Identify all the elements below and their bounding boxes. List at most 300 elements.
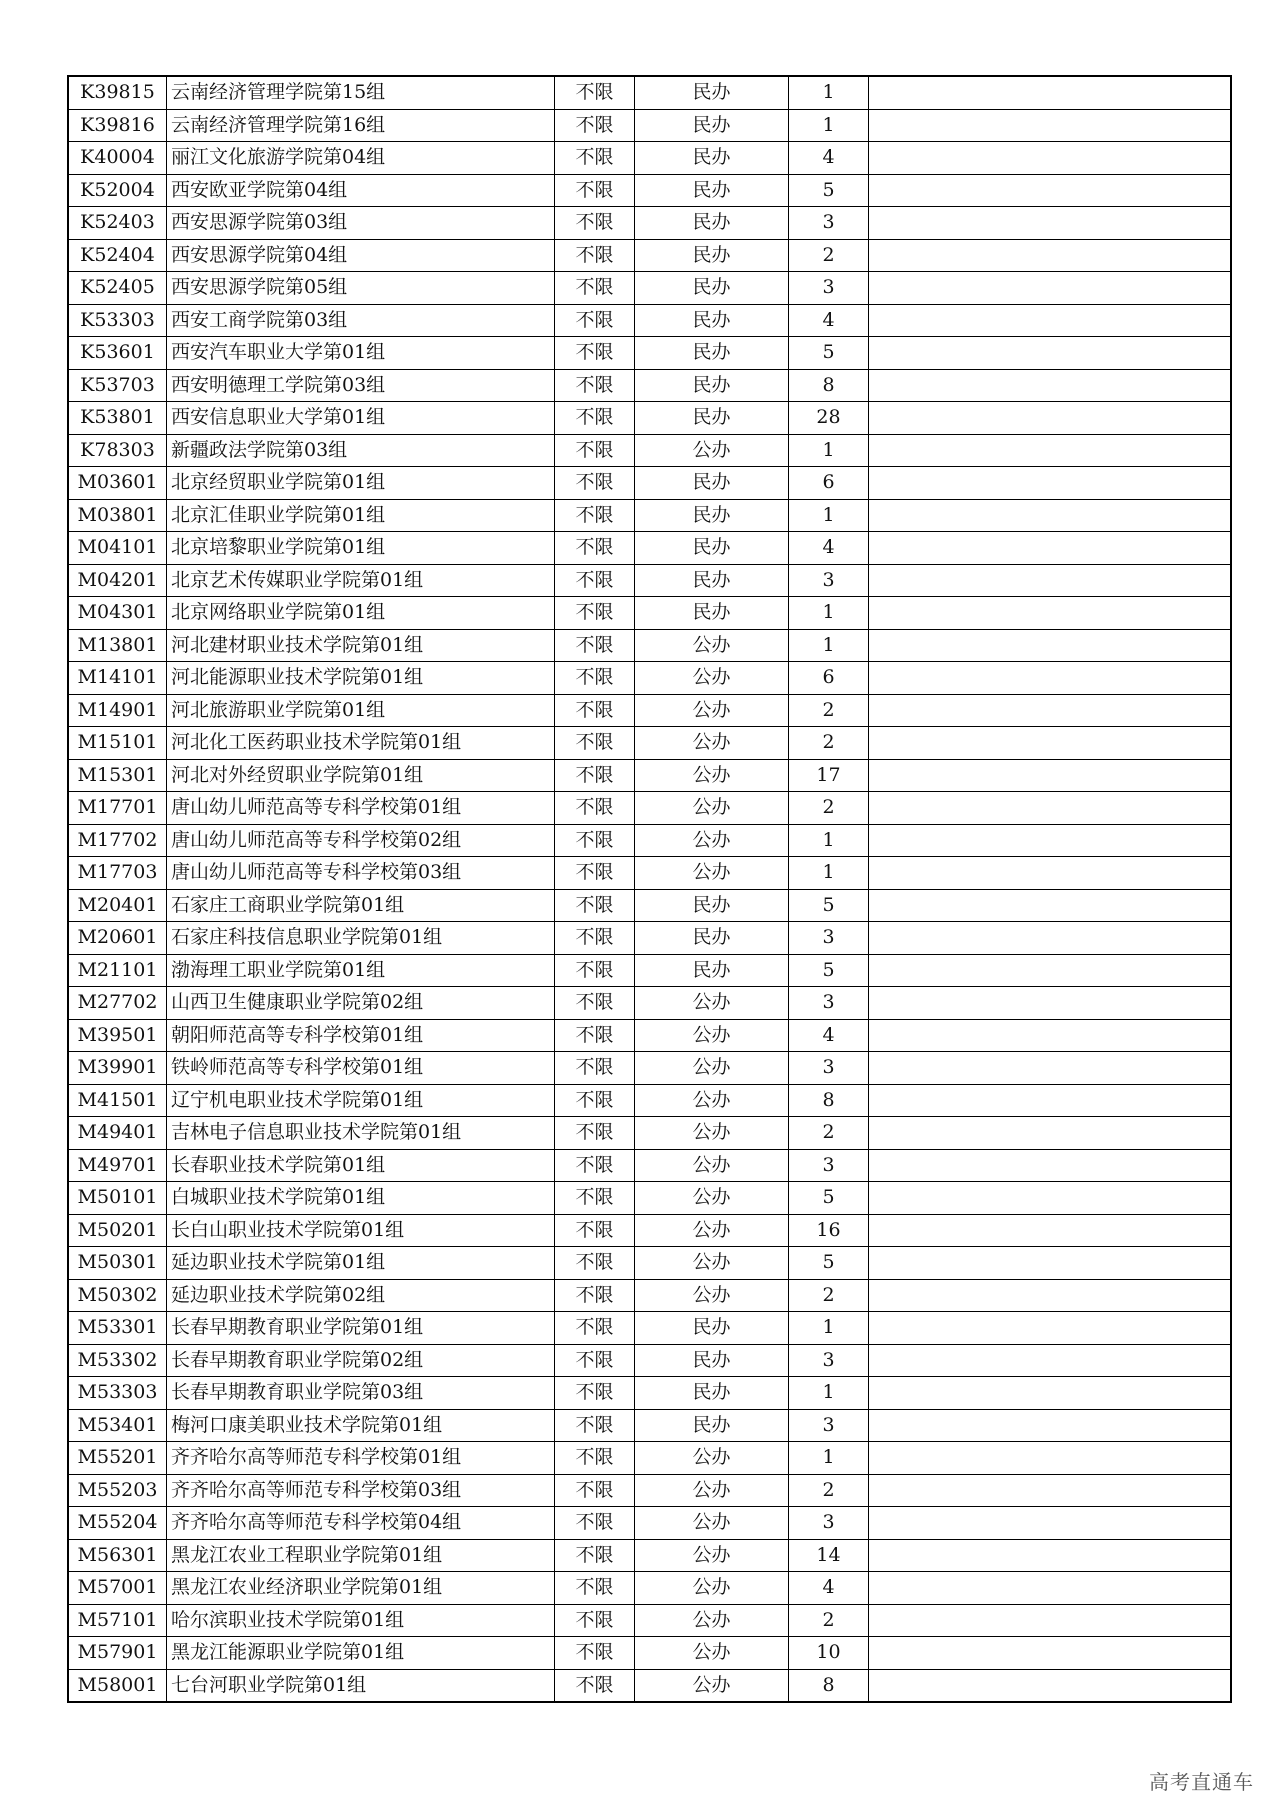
school-type-cell: 公办 xyxy=(635,1474,789,1507)
school-code-cell: K53303 xyxy=(68,304,167,337)
subject-requirement-cell: 不限 xyxy=(555,694,635,727)
school-group-name-cell: 石家庄工商职业学院第01组 xyxy=(167,889,555,922)
subject-requirement-cell: 不限 xyxy=(555,1247,635,1280)
table-row xyxy=(68,1214,1231,1247)
remark-cell xyxy=(869,1409,1232,1442)
school-group-name-cell: 长春早期教育职业学院第01组 xyxy=(167,1312,555,1345)
watermark: 高考直通车 xyxy=(1149,1770,1254,1794)
plan-count-cell: 4 xyxy=(789,1572,869,1605)
plan-count-cell: 4 xyxy=(789,142,869,175)
plan-count-cell: 2 xyxy=(789,1474,869,1507)
school-code-cell: M53303 xyxy=(68,1377,167,1410)
school-type-cell: 公办 xyxy=(635,1539,789,1572)
plan-count-cell: 6 xyxy=(789,467,869,500)
remark-cell xyxy=(869,239,1232,272)
table-row xyxy=(68,1247,1231,1280)
school-type-cell: 公办 xyxy=(635,662,789,695)
plan-count-cell: 3 xyxy=(789,1149,869,1182)
school-code-cell: M53301 xyxy=(68,1312,167,1345)
school-type-cell: 公办 xyxy=(635,1247,789,1280)
school-group-name-cell: 河北旅游职业学院第01组 xyxy=(167,694,555,727)
school-type-cell: 民办 xyxy=(635,499,789,532)
table-row xyxy=(68,597,1231,630)
subject-requirement-cell: 不限 xyxy=(555,1052,635,1085)
table-row xyxy=(68,694,1231,727)
school-type-cell: 民办 xyxy=(635,337,789,370)
table-row xyxy=(68,142,1231,175)
plan-count-cell: 28 xyxy=(789,402,869,435)
school-type-cell: 公办 xyxy=(635,1572,789,1605)
table-row xyxy=(68,499,1231,532)
subject-requirement-cell: 不限 xyxy=(555,76,635,109)
subject-requirement-cell: 不限 xyxy=(555,597,635,630)
school-type-cell: 公办 xyxy=(635,1149,789,1182)
remark-cell xyxy=(869,174,1232,207)
table-row xyxy=(68,337,1231,370)
plan-count-cell: 3 xyxy=(789,1052,869,1085)
remark-cell xyxy=(869,1442,1232,1475)
school-group-name-cell: 河北能源职业技术学院第01组 xyxy=(167,662,555,695)
school-group-name-cell: 丽江文化旅游学院第04组 xyxy=(167,142,555,175)
table-row xyxy=(68,1052,1231,1085)
remark-cell xyxy=(869,1507,1232,1540)
plan-count-cell: 1 xyxy=(789,499,869,532)
plan-count-cell: 17 xyxy=(789,759,869,792)
school-group-name-cell: 延边职业技术学院第02组 xyxy=(167,1279,555,1312)
school-code-cell: M56301 xyxy=(68,1539,167,1572)
school-type-cell: 公办 xyxy=(635,1117,789,1150)
school-group-name-cell: 朝阳师范高等专科学校第01组 xyxy=(167,1019,555,1052)
school-type-cell: 公办 xyxy=(635,759,789,792)
school-group-name-cell: 北京网络职业学院第01组 xyxy=(167,597,555,630)
school-type-cell: 民办 xyxy=(635,207,789,240)
school-group-name-cell: 唐山幼儿师范高等专科学校第01组 xyxy=(167,792,555,825)
school-code-cell: K52403 xyxy=(68,207,167,240)
school-type-cell: 民办 xyxy=(635,564,789,597)
subject-requirement-cell: 不限 xyxy=(555,1214,635,1247)
school-code-cell: M39501 xyxy=(68,1019,167,1052)
table-row xyxy=(68,1637,1231,1670)
remark-cell xyxy=(869,1669,1232,1702)
table-row xyxy=(68,662,1231,695)
school-code-cell: K52004 xyxy=(68,174,167,207)
school-group-name-cell: 唐山幼儿师范高等专科学校第02组 xyxy=(167,824,555,857)
remark-cell xyxy=(869,922,1232,955)
school-group-name-cell: 河北建材职业技术学院第01组 xyxy=(167,629,555,662)
school-group-name-cell: 西安工商学院第03组 xyxy=(167,304,555,337)
plan-count-cell: 1 xyxy=(789,1312,869,1345)
remark-cell xyxy=(869,1279,1232,1312)
school-code-cell: K40004 xyxy=(68,142,167,175)
school-group-name-cell: 齐齐哈尔高等师范专科学校第04组 xyxy=(167,1507,555,1540)
school-type-cell: 公办 xyxy=(635,1279,789,1312)
plan-count-cell: 2 xyxy=(789,727,869,760)
school-type-cell: 民办 xyxy=(635,1377,789,1410)
school-code-cell: M55204 xyxy=(68,1507,167,1540)
school-type-cell: 公办 xyxy=(635,1084,789,1117)
school-code-cell: K53801 xyxy=(68,402,167,435)
remark-cell xyxy=(869,1052,1232,1085)
plan-count-cell: 1 xyxy=(789,824,869,857)
school-group-name-cell: 北京汇佳职业学院第01组 xyxy=(167,499,555,532)
table-row xyxy=(68,857,1231,890)
school-type-cell: 民办 xyxy=(635,76,789,109)
table-row xyxy=(68,467,1231,500)
school-group-name-cell: 西安思源学院第05组 xyxy=(167,272,555,305)
school-code-cell: M17702 xyxy=(68,824,167,857)
plan-count-cell: 14 xyxy=(789,1539,869,1572)
plan-count-cell: 4 xyxy=(789,532,869,565)
school-type-cell: 民办 xyxy=(635,597,789,630)
school-code-cell: M15301 xyxy=(68,759,167,792)
table-row xyxy=(68,1442,1231,1475)
plan-count-cell: 4 xyxy=(789,1019,869,1052)
school-group-name-cell: 西安明德理工学院第03组 xyxy=(167,369,555,402)
school-group-name-cell: 长春职业技术学院第01组 xyxy=(167,1149,555,1182)
subject-requirement-cell: 不限 xyxy=(555,1507,635,1540)
admissions-table xyxy=(67,75,1232,1703)
school-code-cell: K39816 xyxy=(68,109,167,142)
table-row xyxy=(68,1117,1231,1150)
remark-cell xyxy=(869,889,1232,922)
subject-requirement-cell: 不限 xyxy=(555,207,635,240)
subject-requirement-cell: 不限 xyxy=(555,1377,635,1410)
subject-requirement-cell: 不限 xyxy=(555,467,635,500)
table-row xyxy=(68,1669,1231,1702)
subject-requirement-cell: 不限 xyxy=(555,1149,635,1182)
plan-count-cell: 3 xyxy=(789,1344,869,1377)
table-row xyxy=(68,564,1231,597)
school-code-cell: M04301 xyxy=(68,597,167,630)
school-type-cell: 公办 xyxy=(635,1052,789,1085)
school-group-name-cell: 河北对外经贸职业学院第01组 xyxy=(167,759,555,792)
table-row xyxy=(68,76,1231,109)
table-row xyxy=(68,304,1231,337)
subject-requirement-cell: 不限 xyxy=(555,434,635,467)
plan-count-cell: 2 xyxy=(789,694,869,727)
subject-requirement-cell: 不限 xyxy=(555,1344,635,1377)
remark-cell xyxy=(869,1344,1232,1377)
school-code-cell: M14101 xyxy=(68,662,167,695)
school-code-cell: M57001 xyxy=(68,1572,167,1605)
table-row xyxy=(68,889,1231,922)
school-group-name-cell: 西安欧亚学院第04组 xyxy=(167,174,555,207)
plan-count-cell: 6 xyxy=(789,662,869,695)
remark-cell xyxy=(869,467,1232,500)
subject-requirement-cell: 不限 xyxy=(555,272,635,305)
plan-count-cell: 2 xyxy=(789,792,869,825)
school-type-cell: 公办 xyxy=(635,792,789,825)
school-type-cell: 民办 xyxy=(635,889,789,922)
remark-cell xyxy=(869,1539,1232,1572)
table-row xyxy=(68,1507,1231,1540)
table-row xyxy=(68,1312,1231,1345)
table-row xyxy=(68,1539,1231,1572)
remark-cell xyxy=(869,987,1232,1020)
school-group-name-cell: 北京培黎职业学院第01组 xyxy=(167,532,555,565)
school-code-cell: M04201 xyxy=(68,564,167,597)
table-row xyxy=(68,1344,1231,1377)
school-type-cell: 公办 xyxy=(635,1637,789,1670)
remark-cell xyxy=(869,532,1232,565)
subject-requirement-cell: 不限 xyxy=(555,1539,635,1572)
school-group-name-cell: 新疆政法学院第03组 xyxy=(167,434,555,467)
remark-cell xyxy=(869,1084,1232,1117)
remark-cell xyxy=(869,1149,1232,1182)
remark-cell xyxy=(869,109,1232,142)
remark-cell xyxy=(869,564,1232,597)
school-code-cell: M50101 xyxy=(68,1182,167,1215)
remark-cell xyxy=(869,1117,1232,1150)
table-row xyxy=(68,369,1231,402)
school-code-cell: M27702 xyxy=(68,987,167,1020)
subject-requirement-cell: 不限 xyxy=(555,564,635,597)
school-code-cell: K53703 xyxy=(68,369,167,402)
school-code-cell: M15101 xyxy=(68,727,167,760)
remark-cell xyxy=(869,1474,1232,1507)
subject-requirement-cell: 不限 xyxy=(555,109,635,142)
school-type-cell: 民办 xyxy=(635,1312,789,1345)
subject-requirement-cell: 不限 xyxy=(555,1117,635,1150)
plan-count-cell: 5 xyxy=(789,337,869,370)
school-code-cell: M49701 xyxy=(68,1149,167,1182)
school-group-name-cell: 白城职业技术学院第01组 xyxy=(167,1182,555,1215)
school-group-name-cell: 西安思源学院第03组 xyxy=(167,207,555,240)
remark-cell xyxy=(869,142,1232,175)
plan-count-cell: 8 xyxy=(789,369,869,402)
school-type-cell: 公办 xyxy=(635,1507,789,1540)
remark-cell xyxy=(869,402,1232,435)
table-body xyxy=(68,76,1231,1702)
school-group-name-cell: 长白山职业技术学院第01组 xyxy=(167,1214,555,1247)
subject-requirement-cell: 不限 xyxy=(555,499,635,532)
plan-count-cell: 5 xyxy=(789,1247,869,1280)
remark-cell xyxy=(869,1572,1232,1605)
subject-requirement-cell: 不限 xyxy=(555,954,635,987)
subject-requirement-cell: 不限 xyxy=(555,824,635,857)
table-row xyxy=(68,1572,1231,1605)
school-type-cell: 民办 xyxy=(635,1409,789,1442)
school-type-cell: 公办 xyxy=(635,824,789,857)
remark-cell xyxy=(869,1377,1232,1410)
table-row xyxy=(68,727,1231,760)
school-type-cell: 公办 xyxy=(635,857,789,890)
school-code-cell: M03601 xyxy=(68,467,167,500)
table-row xyxy=(68,824,1231,857)
school-type-cell: 公办 xyxy=(635,434,789,467)
plan-count-cell: 3 xyxy=(789,1507,869,1540)
plan-count-cell: 5 xyxy=(789,1182,869,1215)
table-row xyxy=(68,792,1231,825)
remark-cell xyxy=(869,304,1232,337)
table-row xyxy=(68,629,1231,662)
school-code-cell: M50302 xyxy=(68,1279,167,1312)
school-group-name-cell: 长春早期教育职业学院第03组 xyxy=(167,1377,555,1410)
school-code-cell: M20601 xyxy=(68,922,167,955)
table-row xyxy=(68,1084,1231,1117)
school-group-name-cell: 延边职业技术学院第01组 xyxy=(167,1247,555,1280)
subject-requirement-cell: 不限 xyxy=(555,1019,635,1052)
subject-requirement-cell: 不限 xyxy=(555,1637,635,1670)
subject-requirement-cell: 不限 xyxy=(555,1604,635,1637)
school-type-cell: 公办 xyxy=(635,727,789,760)
table-row xyxy=(68,1604,1231,1637)
plan-count-cell: 3 xyxy=(789,987,869,1020)
plan-count-cell: 10 xyxy=(789,1637,869,1670)
plan-count-cell: 8 xyxy=(789,1084,869,1117)
school-type-cell: 公办 xyxy=(635,1604,789,1637)
school-group-name-cell: 渤海理工职业学院第01组 xyxy=(167,954,555,987)
school-code-cell: M17703 xyxy=(68,857,167,890)
plan-count-cell: 3 xyxy=(789,564,869,597)
school-type-cell: 民办 xyxy=(635,142,789,175)
school-type-cell: 公办 xyxy=(635,1669,789,1702)
school-code-cell: M57901 xyxy=(68,1637,167,1670)
school-code-cell: M53401 xyxy=(68,1409,167,1442)
table-row xyxy=(68,1149,1231,1182)
remark-cell xyxy=(869,792,1232,825)
remark-cell xyxy=(869,272,1232,305)
remark-cell xyxy=(869,434,1232,467)
plan-count-cell: 8 xyxy=(789,1669,869,1702)
subject-requirement-cell: 不限 xyxy=(555,662,635,695)
table-row xyxy=(68,954,1231,987)
school-type-cell: 民办 xyxy=(635,532,789,565)
subject-requirement-cell: 不限 xyxy=(555,857,635,890)
plan-count-cell: 3 xyxy=(789,922,869,955)
remark-cell xyxy=(869,1637,1232,1670)
plan-count-cell: 5 xyxy=(789,889,869,922)
subject-requirement-cell: 不限 xyxy=(555,922,635,955)
table-row xyxy=(68,759,1231,792)
school-code-cell: K39815 xyxy=(68,76,167,109)
subject-requirement-cell: 不限 xyxy=(555,1572,635,1605)
subject-requirement-cell: 不限 xyxy=(555,1409,635,1442)
school-group-name-cell: 山西卫生健康职业学院第02组 xyxy=(167,987,555,1020)
school-code-cell: M04101 xyxy=(68,532,167,565)
subject-requirement-cell: 不限 xyxy=(555,987,635,1020)
school-code-cell: M14901 xyxy=(68,694,167,727)
subject-requirement-cell: 不限 xyxy=(555,792,635,825)
school-code-cell: M21101 xyxy=(68,954,167,987)
school-type-cell: 公办 xyxy=(635,987,789,1020)
school-group-name-cell: 唐山幼儿师范高等专科学校第03组 xyxy=(167,857,555,890)
table-row xyxy=(68,109,1231,142)
school-code-cell: M55203 xyxy=(68,1474,167,1507)
table-row xyxy=(68,1019,1231,1052)
remark-cell xyxy=(869,337,1232,370)
school-type-cell: 民办 xyxy=(635,1344,789,1377)
table-row xyxy=(68,1474,1231,1507)
subject-requirement-cell: 不限 xyxy=(555,1279,635,1312)
subject-requirement-cell: 不限 xyxy=(555,1312,635,1345)
school-code-cell: M50201 xyxy=(68,1214,167,1247)
remark-cell xyxy=(869,369,1232,402)
table-row xyxy=(68,239,1231,272)
subject-requirement-cell: 不限 xyxy=(555,1669,635,1702)
school-group-name-cell: 西安思源学院第04组 xyxy=(167,239,555,272)
school-type-cell: 民办 xyxy=(635,304,789,337)
school-code-cell: M17701 xyxy=(68,792,167,825)
table-row xyxy=(68,1182,1231,1215)
plan-count-cell: 1 xyxy=(789,629,869,662)
school-code-cell: M49401 xyxy=(68,1117,167,1150)
subject-requirement-cell: 不限 xyxy=(555,142,635,175)
remark-cell xyxy=(869,727,1232,760)
remark-cell xyxy=(869,629,1232,662)
school-type-cell: 民办 xyxy=(635,467,789,500)
table-row xyxy=(68,207,1231,240)
plan-count-cell: 1 xyxy=(789,597,869,630)
subject-requirement-cell: 不限 xyxy=(555,1474,635,1507)
school-type-cell: 公办 xyxy=(635,694,789,727)
school-code-cell: K78303 xyxy=(68,434,167,467)
school-code-cell: M41501 xyxy=(68,1084,167,1117)
school-type-cell: 民办 xyxy=(635,369,789,402)
plan-count-cell: 3 xyxy=(789,1409,869,1442)
subject-requirement-cell: 不限 xyxy=(555,304,635,337)
remark-cell xyxy=(869,499,1232,532)
school-group-name-cell: 云南经济管理学院第15组 xyxy=(167,76,555,109)
school-type-cell: 民办 xyxy=(635,239,789,272)
school-type-cell: 民办 xyxy=(635,174,789,207)
table-row xyxy=(68,987,1231,1020)
school-code-cell: K52404 xyxy=(68,239,167,272)
subject-requirement-cell: 不限 xyxy=(555,402,635,435)
school-group-name-cell: 七台河职业学院第01组 xyxy=(167,1669,555,1702)
school-type-cell: 公办 xyxy=(635,1019,789,1052)
school-code-cell: M58001 xyxy=(68,1669,167,1702)
table-row xyxy=(68,922,1231,955)
subject-requirement-cell: 不限 xyxy=(555,369,635,402)
plan-count-cell: 2 xyxy=(789,1604,869,1637)
school-type-cell: 公办 xyxy=(635,1442,789,1475)
table-row xyxy=(68,174,1231,207)
subject-requirement-cell: 不限 xyxy=(555,1182,635,1215)
school-group-name-cell: 齐齐哈尔高等师范专科学校第03组 xyxy=(167,1474,555,1507)
school-type-cell: 民办 xyxy=(635,922,789,955)
plan-count-cell: 1 xyxy=(789,76,869,109)
school-code-cell: M13801 xyxy=(68,629,167,662)
school-group-name-cell: 哈尔滨职业技术学院第01组 xyxy=(167,1604,555,1637)
table-row xyxy=(68,1409,1231,1442)
school-group-name-cell: 黑龙江能源职业学院第01组 xyxy=(167,1637,555,1670)
subject-requirement-cell: 不限 xyxy=(555,759,635,792)
school-group-name-cell: 西安信息职业大学第01组 xyxy=(167,402,555,435)
school-group-name-cell: 北京经贸职业学院第01组 xyxy=(167,467,555,500)
remark-cell xyxy=(869,1214,1232,1247)
table-row xyxy=(68,1377,1231,1410)
school-group-name-cell: 石家庄科技信息职业学院第01组 xyxy=(167,922,555,955)
school-group-name-cell: 梅河口康美职业技术学院第01组 xyxy=(167,1409,555,1442)
remark-cell xyxy=(869,1247,1232,1280)
plan-count-cell: 2 xyxy=(789,239,869,272)
plan-count-cell: 16 xyxy=(789,1214,869,1247)
school-group-name-cell: 长春早期教育职业学院第02组 xyxy=(167,1344,555,1377)
school-type-cell: 公办 xyxy=(635,1182,789,1215)
plan-count-cell: 5 xyxy=(789,954,869,987)
table-row xyxy=(68,434,1231,467)
school-type-cell: 民办 xyxy=(635,272,789,305)
school-type-cell: 公办 xyxy=(635,1214,789,1247)
plan-count-cell: 1 xyxy=(789,434,869,467)
table-row xyxy=(68,532,1231,565)
remark-cell xyxy=(869,1312,1232,1345)
subject-requirement-cell: 不限 xyxy=(555,1442,635,1475)
remark-cell xyxy=(869,694,1232,727)
remark-cell xyxy=(869,76,1232,109)
remark-cell xyxy=(869,1019,1232,1052)
